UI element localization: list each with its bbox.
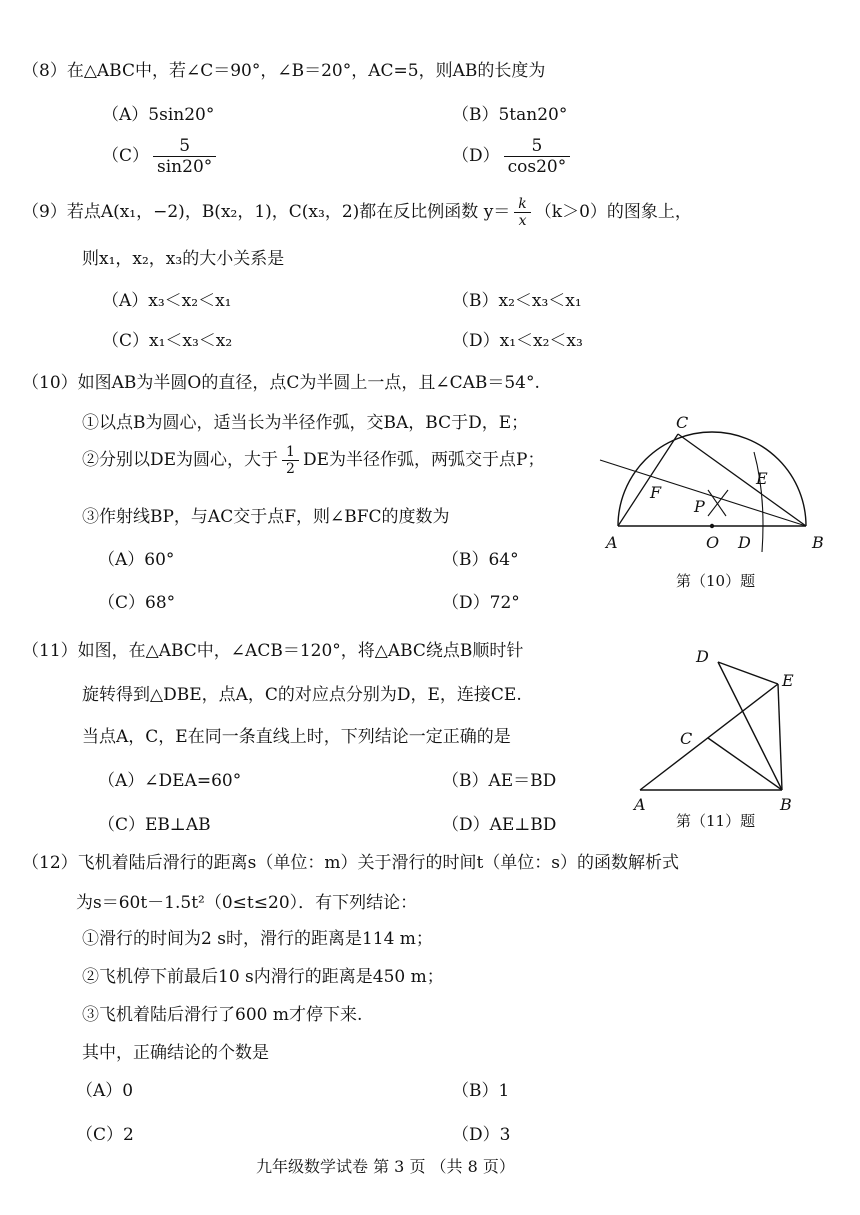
q12-option-d: （D）3 <box>452 1125 511 1145</box>
q9-fraction-den: x <box>514 212 530 229</box>
q8-option-a: （A）5sin20° <box>102 105 215 125</box>
q9-fraction-num: k <box>518 196 527 212</box>
q11-label-b: B <box>780 795 792 814</box>
q9-stem-pre: （9）若点A(x₁，−2)，B(x₂，1)，C(x₃，2)都在反比例函数 y＝ <box>22 202 511 222</box>
q11-caption: 第（11）题 <box>676 812 756 830</box>
q11-label-a: A <box>634 795 646 814</box>
q10-label-e: E <box>756 469 768 488</box>
q11-line3: 当点A，C，E在同一条直线上时，下列结论一定正确的是 <box>82 727 511 747</box>
q10-step2-post: DE为半径作弧，两弧交于点P； <box>302 450 545 470</box>
q8-option-c <box>102 136 220 177</box>
q8-option-d <box>452 136 574 177</box>
q10-step2-pre: ②分别以DE为圆心，大于 <box>82 450 279 470</box>
q10-option-b: （B）64° <box>442 550 519 570</box>
q9-stem-post: （k＞0）的图象上， <box>534 202 692 222</box>
q10-label-c: C <box>676 413 689 432</box>
q10-figure <box>590 404 840 564</box>
q11-option-c: （C）EB⊥AB <box>98 815 211 835</box>
q10-step3: ③作射线BP，与AC交于点F，则∠BFC的度数为 <box>82 507 450 527</box>
q11-segment-ae <box>640 684 778 790</box>
q12-line2: 为s＝60t－1.5t²（0≤t≤20）．有下列结论： <box>76 893 418 913</box>
q11-figure <box>628 640 810 820</box>
q10-label-o: O <box>706 533 720 552</box>
q10-label-p: P <box>694 497 705 516</box>
q11-option-b: （B）AE＝BD <box>442 771 557 791</box>
q12-option-c: （C）2 <box>76 1125 134 1145</box>
q11-line2: 旋转得到△DBE，点A，C的对应点分别为D，E，连接CE. <box>82 685 522 705</box>
q11-label-c: C <box>680 729 693 748</box>
q10-label-a: A <box>606 533 618 552</box>
q11-segment-eb <box>778 684 782 790</box>
q11-label-d: D <box>696 647 709 666</box>
q11-segment-db <box>718 662 782 790</box>
q8-option-c-fraction <box>153 136 216 177</box>
q10-option-d: （D）72° <box>442 593 520 613</box>
q11-label-e: E <box>782 671 794 690</box>
q10-step2-den: 2 <box>282 460 299 477</box>
q12-option-b: （B）1 <box>452 1081 510 1101</box>
q8-option-d-numerator: 5 <box>531 136 543 156</box>
q12-conclusion-1: ①滑行的时间为2 s时，滑行的距离是114 m； <box>82 929 433 949</box>
q10-caption: 第（10）题 <box>676 572 756 590</box>
q8-option-c-denominator: sin20° <box>153 156 216 177</box>
q8-option-c-numerator: 5 <box>179 136 191 156</box>
q11-segment-cb <box>708 738 782 790</box>
q12-ask: 其中，正确结论的个数是 <box>82 1043 269 1063</box>
q10-step2-num: 1 <box>286 444 295 460</box>
q8-option-b: （B）5tan20° <box>452 105 568 125</box>
q11-line1: （11）如图，在△ABC中，∠ACB＝120°，将△ABC绕点B顺时针 <box>22 641 524 661</box>
q10-option-a: （A）60° <box>98 550 175 570</box>
q10-step2-fraction <box>282 444 299 477</box>
q10-step2 <box>82 444 544 477</box>
q8-option-c-label: （C） <box>102 146 150 166</box>
q11-option-d: （D）AE⊥BD <box>442 815 557 835</box>
q12-option-a: （A）0 <box>76 1081 134 1101</box>
q12-conclusion-3: ③飞机着陆后滑行了600 m才停下来. <box>82 1005 363 1025</box>
q12-conclusion-2: ②飞机停下前最后10 s内滑行的距离是450 m； <box>82 967 444 987</box>
q10-arc-de <box>754 452 763 552</box>
q10-center-dot <box>710 524 714 528</box>
q8-option-d-denominator: cos20° <box>504 156 571 177</box>
q9-option-b: （B）x₂＜x₃＜x₁ <box>452 291 582 311</box>
q10-segment-ac <box>618 434 678 526</box>
q8-option-d-label: （D） <box>452 146 500 166</box>
q10-label-d: D <box>738 533 751 552</box>
q10-ray-bp <box>600 460 806 526</box>
q11-option-a: （A）∠DEA=60° <box>98 771 242 791</box>
q12-line1: （12）飞机着陆后滑行的距离s（单位：m）关于滑行的时间t（单位：s）的函数解析式 <box>22 853 680 873</box>
q10-option-c: （C）68° <box>98 593 176 613</box>
q10-label-b: B <box>812 533 824 552</box>
q9-fraction <box>514 196 530 229</box>
q8-stem: （8）在△ABC中，若∠C＝90°，∠B＝20°，AC=5，则AB的长度为 <box>22 61 546 81</box>
q9-stem <box>22 196 692 229</box>
q10-semicircle <box>618 432 806 526</box>
q9-option-c: （C）x₁＜x₃＜x₂ <box>102 331 233 351</box>
q9-option-d: （D）x₁＜x₂＜x₃ <box>452 331 583 351</box>
q9-option-a: （A）x₃＜x₂＜x₁ <box>102 291 232 311</box>
q10-step1: ①以点B为圆心，适当长为半径作弧，交BA，BC于D，E； <box>82 413 529 433</box>
q10-label-f: F <box>650 483 662 502</box>
page-footer: 九年级数学试卷 第 3 页 （共 8 页） <box>256 1157 515 1176</box>
q10-stem: （10）如图AB为半圆O的直径，点C为半圆上一点，且∠CAB＝54°. <box>22 373 540 393</box>
q8-option-d-fraction <box>504 136 571 177</box>
q9-line2: 则x₁，x₂，x₃的大小关系是 <box>82 249 285 269</box>
